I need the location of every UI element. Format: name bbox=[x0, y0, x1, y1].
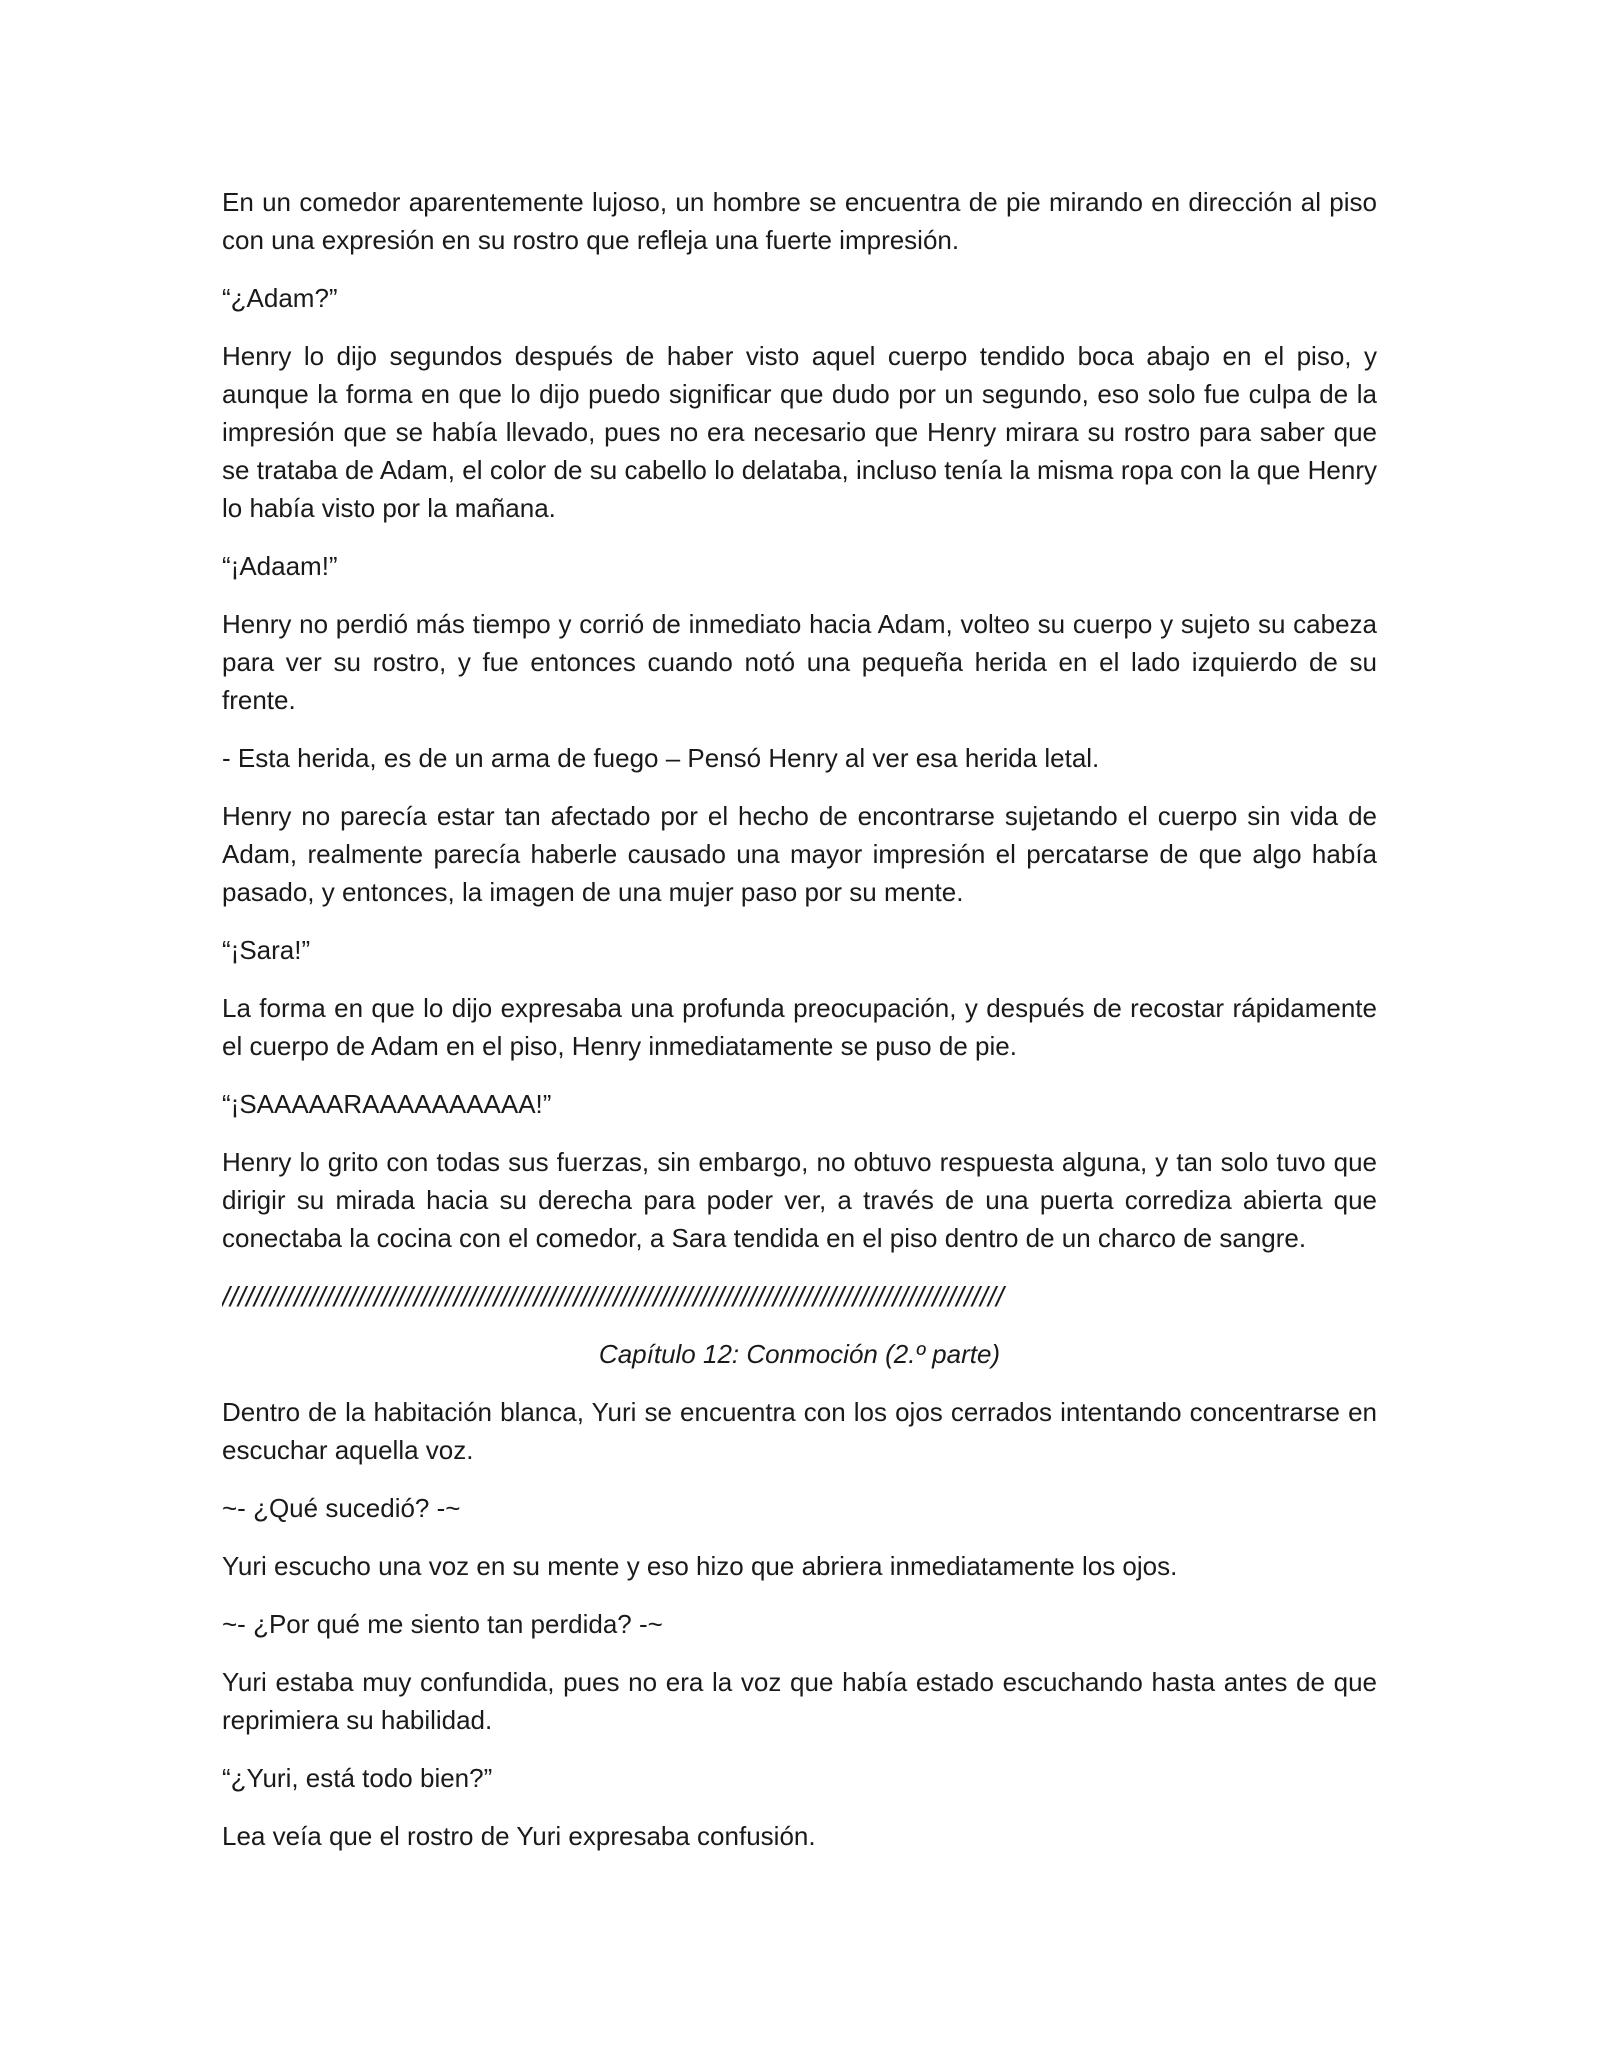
thought-line: ~- ¿Qué sucedió? -~ bbox=[222, 1493, 461, 1523]
dialogue-line: “¿Adam?” bbox=[222, 283, 338, 313]
document-body bbox=[222, 183, 1377, 1875]
paragraph: Yuri escucho una voz en su mente y eso hizo que abriera inmediatamente los ojos. bbox=[222, 1551, 1178, 1581]
paragraph: Henry no perdió más tiempo y corrió de inmediato hacia Adam, volteo su cuerpo y sujeto su cabeza para ver su rostro, y fue entonces cuando notó una pequeña herida en el lado izquierdo de su frente. bbox=[222, 609, 1377, 715]
dialogue-line: “¡Sara!” bbox=[222, 935, 311, 965]
chapter-title: Capítulo 12: Conmoción (2.º parte) bbox=[598, 1339, 1001, 1369]
paragraph: En un comedor aparentemente lujoso, un hombre se encuentra de pie mirando en dirección al piso con una expresión en su rostro que refleja una fuerte impresión. bbox=[222, 187, 1377, 255]
dialogue-line: “¿Yuri, está todo bien?” bbox=[222, 1763, 493, 1793]
paragraph: Henry no parecía estar tan afectado por el hecho de encontrarse sujetando el cuerpo sin vida de Adam, realmente parecía haberle causado una mayor impresión el percatarse de que algo había pasado, y entonces, la imagen de una mujer paso por su mente. bbox=[222, 801, 1377, 907]
paragraph: Lea veía que el rostro de Yuri expresaba confusión. bbox=[222, 1821, 816, 1851]
paragraph: La forma en que lo dijo expresaba una profunda preocupación, y después de recostar rápidamente el cuerpo de Adam en el piso, Henry inmediatamente se puso de pie. bbox=[222, 993, 1377, 1061]
paragraph: Henry lo grito con todas sus fuerzas, sin embargo, no obtuvo respuesta alguna, y tan solo tuvo que dirigir su mirada hacia su derecha para poder ver, a través de una puerta corrediza abierta que conectaba la cocina con el comedor, a Sara tendida en el piso dentro de un charco de sangre. bbox=[222, 1147, 1377, 1253]
thought-line: - Esta herida, es de un arma de fuego – Pensó Henry al ver esa herida letal. bbox=[222, 743, 1100, 773]
dialogue-line: “¡SAAAAARAAAAAAAAAA!” bbox=[222, 1089, 552, 1119]
paragraph: Dentro de la habitación blanca, Yuri se encuentra con los ojos cerrados intentando concentrarse en escuchar aquella voz. bbox=[222, 1397, 1377, 1465]
dialogue-line: “¡Adaam!” bbox=[222, 551, 338, 581]
section-separator: ////////////////////////////////////////////////////////////////////////////////////////////////// bbox=[222, 1281, 1004, 1312]
thought-line: ~- ¿Por qué me siento tan perdida? -~ bbox=[222, 1609, 663, 1639]
paragraph: Henry lo dijo segundos después de haber visto aquel cuerpo tendido boca abajo en el piso, y aunque la forma en que lo dijo puedo significar que dudo por un segundo, eso solo fue culpa de la impresión que se había llevado, pues no era necesario que Henry mirara su rostro para saber que se trataba de Adam, el color de su cabello lo delataba, incluso tenía la misma ropa con la que Henry lo había visto por la mañana. bbox=[222, 341, 1377, 523]
paragraph: Yuri estaba muy confundida, pues no era la voz que había estado escuchando hasta antes de que reprimiera su habilidad. bbox=[222, 1667, 1377, 1735]
